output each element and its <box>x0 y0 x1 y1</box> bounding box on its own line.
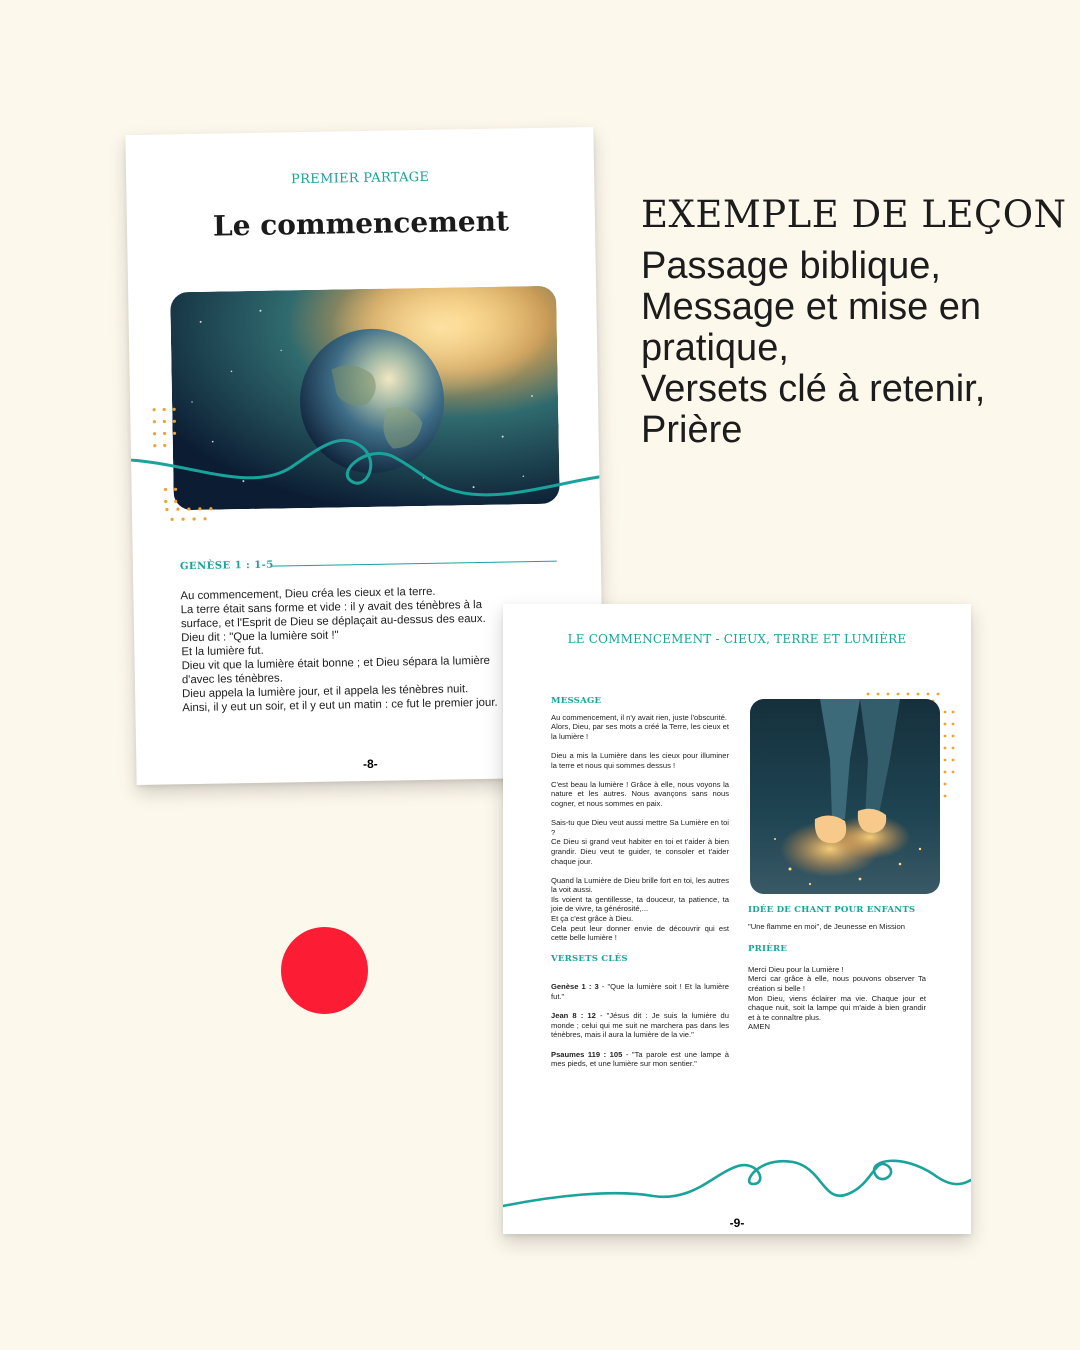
scripture-reference: GENÈSE 1 : 1-5 <box>179 559 274 573</box>
right-column <box>748 906 926 1032</box>
prayer-heading: PRIÈRE <box>748 944 788 955</box>
left-column <box>551 697 729 1078</box>
decorative-wave <box>130 407 600 525</box>
prayer-line: AMEN <box>748 1022 770 1032</box>
verse-text: - "Ta parole est une lampe à mes pieds, et une lumière sur mon sentier." <box>551 1049 729 1069</box>
verse-line: surface, et l'Esprit de Dieu se déplaçait au-dessus des eaux. <box>180 612 486 631</box>
decorative-dots <box>939 704 959 814</box>
subline-item: Message et mise en <box>641 286 982 328</box>
message-line: Ce Dieu si grand veut habiter en toi et t'aider à bien grandir. Dieu veut te guider, te consoler et t'aider chaque jour. <box>551 837 729 866</box>
message-paragraph <box>551 876 729 943</box>
verse-text: - "Que la lumière soit ! Et la lumière fut." <box>551 982 729 1002</box>
message-line: Dieu a mis la Lumière dans les cieux pour illuminer la terre et nous qui sommes dessus ! <box>551 750 729 770</box>
verses-heading: VERSETS CLÉS <box>551 953 628 964</box>
verse-line: Dieu dit : "Que la lumière soit !" <box>181 629 339 645</box>
page-number: -9- <box>729 1216 745 1230</box>
verse-line: Dieu vit que la lumière était bonne ; et Dieu sépara la lumière <box>181 654 491 673</box>
prayer-line: Merci car grâce à elle, nous pouvons observer Ta création si belle ! <box>748 974 926 993</box>
page-kicker: PREMIER PARTAGE <box>290 169 430 188</box>
verse-line: Dieu appela la lumière jour, et il appela les ténèbres nuit. <box>182 683 469 701</box>
subline-item: Passage biblique, <box>641 245 941 287</box>
page-title: Le commencement <box>212 204 510 243</box>
promo-headline: EXEMPLE DE LEÇON <box>641 193 1067 236</box>
promo-subline <box>641 246 985 451</box>
message-paragraph <box>551 780 729 809</box>
verse-line: d'avec les ténèbres. <box>181 672 283 687</box>
message-line: Quand la Lumière de Dieu brille fort en toi, les autres la voit aussi. <box>551 875 729 895</box>
verse-line: Au commencement, Dieu créa les cieux et la terre. <box>180 585 436 603</box>
message-line: Sais-tu que Dieu veut aussi mettre Sa Lumière en toi ? <box>551 818 729 837</box>
verse-line: Et la lumière fut. <box>181 644 264 659</box>
message-line: Alors, Dieu, par ses mots a créé la Terre, les cieux et la lumière ! <box>551 722 729 741</box>
prayer-line: Mon Dieu, viens éclairer ma vie. Chaque jour et chaque nuit, soit la lampe qui m'aide à bien grandir et à te connaître plus. <box>748 993 926 1022</box>
decorative-red-dot <box>281 927 368 1014</box>
glowing-shoes-illustration <box>750 699 940 894</box>
key-verse <box>551 982 729 1001</box>
prayer-line: Merci Dieu pour la Lumière ! <box>748 964 844 974</box>
message-heading: MESSAGE <box>551 696 602 706</box>
song-heading: IDÉE DE CHANT POUR ENFANTS <box>748 905 916 915</box>
subline-item: Versets clé à retenir, <box>641 368 986 410</box>
message-paragraph <box>551 751 729 770</box>
subline-item: Prière <box>641 409 743 451</box>
message-line: Et ça c'est grâce à Dieu. <box>551 914 634 924</box>
verse-line: La terre était sans forme et vide : il y avait des ténèbres à la <box>180 598 483 617</box>
message-line: Cela peut leur donner envie de découvrir qui est cette belle lumière ! <box>551 923 729 943</box>
message-line: Au commencement, il n'y avait rien, juste l'obscurité. <box>551 712 727 722</box>
message-paragraph <box>551 713 729 742</box>
message-paragraph <box>551 818 729 866</box>
verse-text: - "Jésus dit : Je suis la lumière du monde ; celui qui me suit ne marchera pas dans les ténèbres, mais il aura la lumière de la vie." <box>551 1011 729 1040</box>
message-line: Ils voient ta gentillesse, ta douceur, ta patience, ta joie de vivre, ta générosité,... <box>551 894 729 914</box>
song-text: "Une flamme en moi", de Jeunesse en Mission <box>748 921 905 931</box>
page-number: -8- <box>362 756 378 772</box>
message-line: C'est beau la lumière ! Grâce à elle, nous voyons la nature et les autres. Nous avançons sans nous cogner, et nous sommes en paix. <box>551 779 729 808</box>
lesson-page-right <box>503 604 971 1234</box>
divider <box>271 561 557 567</box>
verse-reference: Jean 8 : 12 <box>551 1011 596 1021</box>
decorative-wave <box>503 1144 971 1224</box>
verse-reference: Psaumes 119 : 105 <box>551 1049 623 1059</box>
page-header: LE COMMENCEMENT - CIEUX, TERRE ET LUMIÈRE <box>567 632 907 646</box>
subline-item: pratique, <box>641 327 789 369</box>
key-verse <box>551 1011 729 1040</box>
verse-reference: Genèse 1 : 3 <box>551 982 599 992</box>
verse-line: Ainsi, il y eut un soir, et il y eut un matin : ce fut le premier jour. <box>182 696 498 715</box>
key-verse <box>551 1050 729 1069</box>
